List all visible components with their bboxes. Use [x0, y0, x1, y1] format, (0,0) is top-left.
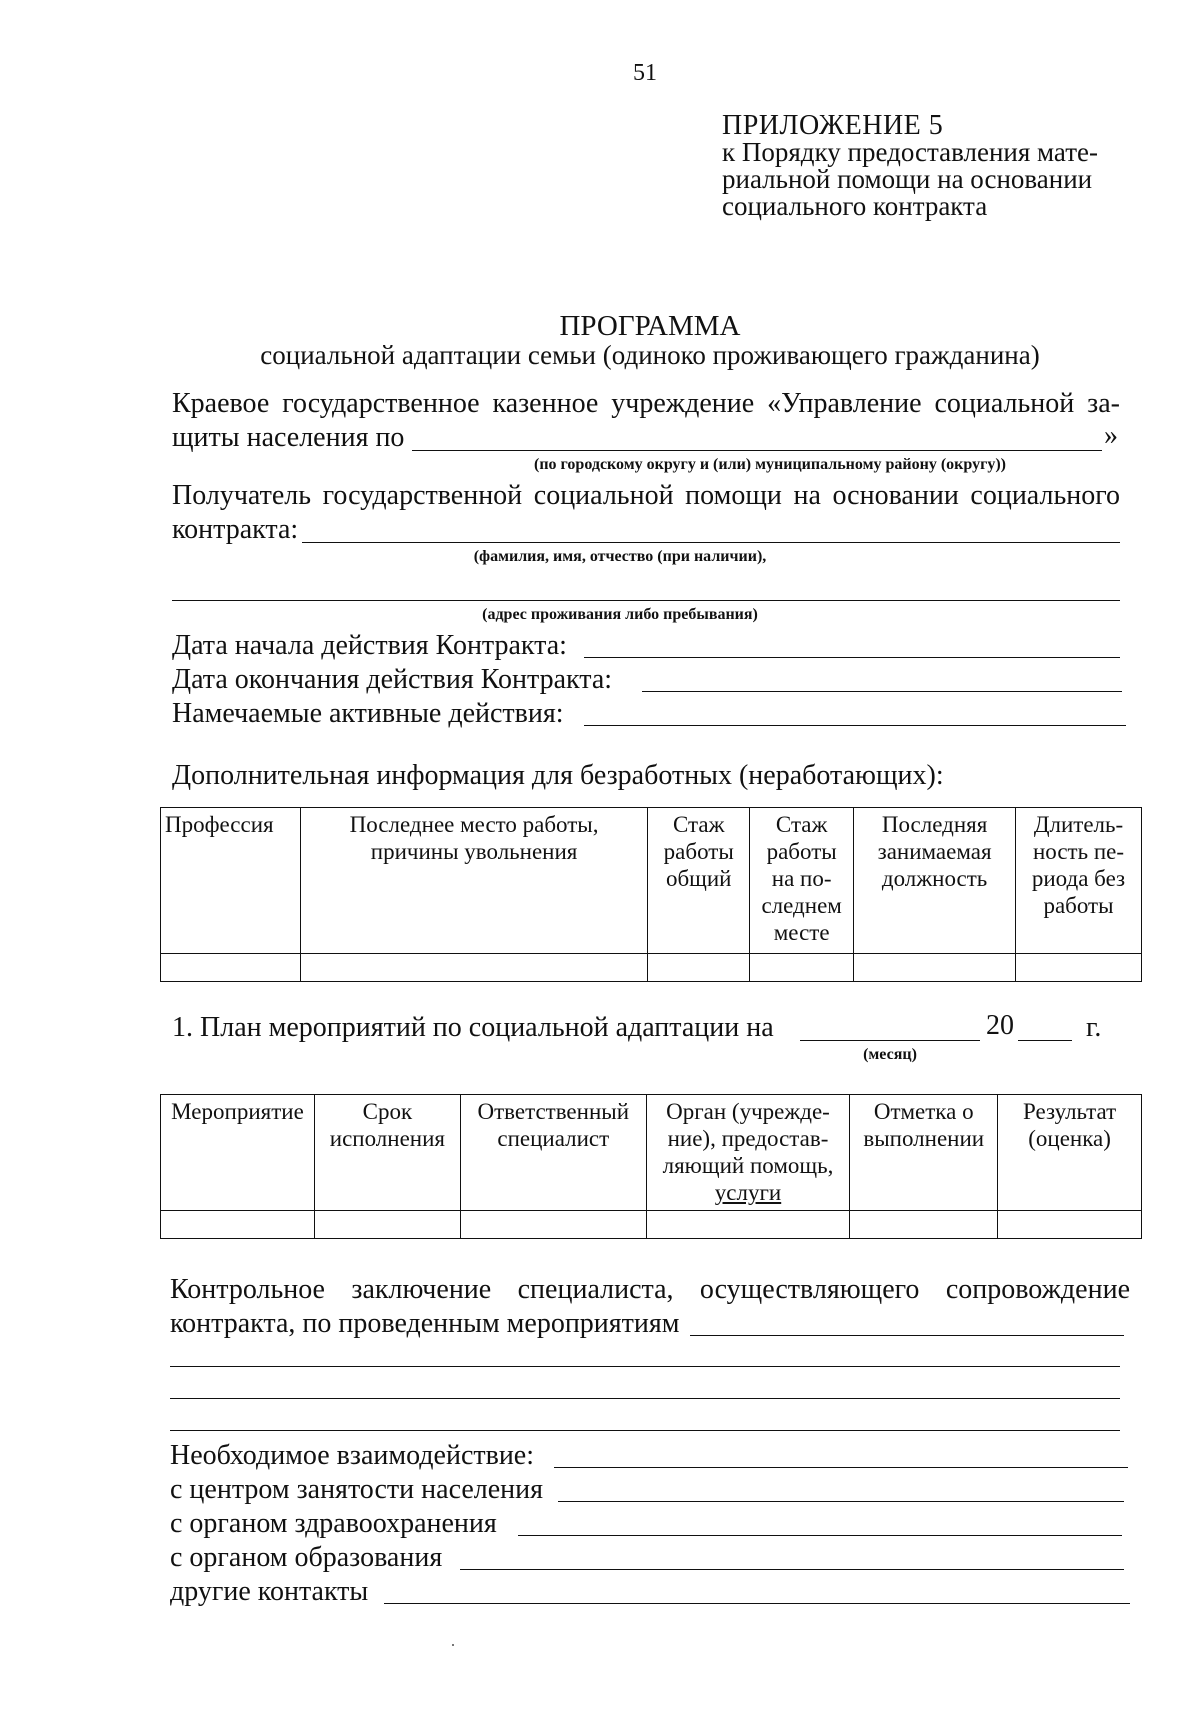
- table-header-row: [161, 808, 1142, 954]
- column-header-last-workplace: Последнее место работы, причины увольнения: [300, 808, 647, 954]
- institution-line2-label: щиты населения по: [172, 422, 405, 453]
- plan-table: [160, 1094, 1142, 1239]
- interaction-education-line[interactable]: [460, 1569, 1124, 1570]
- column-header-last-experience: Стаж работы на по- следнем месте: [750, 808, 854, 954]
- conclusion-input-line[interactable]: [170, 1366, 1120, 1367]
- table-cell[interactable]: [854, 954, 1016, 982]
- conclusion-input-line[interactable]: [170, 1430, 1120, 1431]
- institution-line2-suffix: »: [1104, 420, 1118, 451]
- appendix-line: к Порядку предоставления мате-: [722, 137, 1098, 167]
- interaction-health-line[interactable]: [518, 1535, 1122, 1536]
- table-cell[interactable]: [646, 1211, 850, 1239]
- conclusion-input-line[interactable]: [170, 1398, 1120, 1399]
- conclusion-line1: Контрольное заключение специалиста, осуществляющего сопровождение: [170, 1274, 1130, 1305]
- appendix-title: ПРИЛОЖЕНИЕ 5: [722, 110, 944, 141]
- column-header-total-experience: Стаж работы общий: [648, 808, 750, 954]
- column-header-last-position: Последняя занимаемая должность: [854, 808, 1016, 954]
- interaction-heading: Необходимое взаимодействие:: [170, 1440, 535, 1471]
- conclusion-input-line[interactable]: [690, 1335, 1124, 1336]
- start-date-line[interactable]: [584, 657, 1120, 658]
- program-title: ПРОГРАММА: [559, 310, 741, 342]
- interaction-education-label: с органом образования: [170, 1542, 443, 1573]
- table-cell[interactable]: [161, 1211, 315, 1239]
- column-header-responsible: Ответственный специалист: [460, 1095, 646, 1211]
- table-cell[interactable]: [850, 1211, 998, 1239]
- table-header-row: [161, 1095, 1142, 1211]
- interaction-other-line[interactable]: [384, 1603, 1130, 1604]
- appendix-line: риальной помощи на основании: [722, 164, 1093, 194]
- column-header-activity: Мероприятие: [161, 1095, 315, 1211]
- page-number: 51: [633, 60, 657, 86]
- table-cell[interactable]: [161, 954, 301, 982]
- table-cell[interactable]: [998, 1211, 1142, 1239]
- plan-month-line[interactable]: [800, 1040, 980, 1041]
- start-date-label: Дата начала действия Контракта:: [172, 630, 567, 661]
- recipient-name-line[interactable]: [302, 542, 1120, 543]
- table-cell[interactable]: [460, 1211, 646, 1239]
- recipient-line1: Получатель государственной социальной помощи на основании социального: [172, 480, 1120, 511]
- column-header-unemployment-duration: Длитель- ность пе- риода без работы: [1016, 808, 1142, 954]
- table-cell[interactable]: [750, 954, 854, 982]
- institution-line1: Краевое государственное казенное учреждение «Управление социальной за-: [172, 388, 1120, 419]
- conclusion-line2: контракта, по проведенным мероприятиям: [170, 1308, 680, 1339]
- actions-line[interactable]: [584, 725, 1126, 726]
- scan-speck: [452, 1644, 454, 1646]
- district-caption: (по городскому округу и (или) муниципальному району (округу)): [534, 456, 1006, 473]
- plan-year-suffix: г.: [1086, 1012, 1102, 1043]
- table-cell[interactable]: [1016, 954, 1142, 982]
- interaction-employment-line[interactable]: [558, 1501, 1124, 1502]
- recipient-name-caption: (фамилия, имя, отчество (при наличии),: [473, 548, 767, 565]
- column-header-provider: Орган (учрежде- ние), предостав- ляющий помощь, услуги: [646, 1095, 850, 1211]
- table-row: [161, 1211, 1142, 1239]
- recipient-label: контракта:: [172, 514, 299, 545]
- interaction-other-label: другие контакты: [170, 1576, 369, 1607]
- plan-year-line[interactable]: [1018, 1040, 1072, 1041]
- program-subtitle: социальной адаптации семьи (одиноко проживающего гражданина): [260, 340, 1040, 370]
- appendix-block: [722, 112, 1142, 220]
- table-cell[interactable]: [314, 1211, 460, 1239]
- month-caption: (месяц): [863, 1046, 917, 1063]
- unemployed-table: [160, 807, 1142, 982]
- plan-label: 1. План мероприятий по социальной адаптации на: [172, 1012, 774, 1043]
- end-date-line[interactable]: [642, 691, 1122, 692]
- recipient-address-caption: (адрес проживания либо пребывания): [482, 606, 758, 623]
- unemployed-heading: Дополнительная информация для безработных (неработающих):: [172, 760, 944, 791]
- plan-year-prefix: 20: [986, 1010, 1014, 1041]
- column-header-profession: Профессия: [161, 808, 301, 954]
- table-row: [161, 954, 1142, 982]
- end-date-label: Дата окончания действия Контракта:: [172, 664, 613, 695]
- appendix-line: социального контракта: [722, 191, 988, 221]
- table-cell[interactable]: [648, 954, 750, 982]
- interaction-employment-label: с центром занятости населения: [170, 1474, 544, 1505]
- recipient-address-line[interactable]: [172, 600, 1120, 601]
- interaction-health-label: с органом здравоохранения: [170, 1508, 497, 1539]
- district-input-line[interactable]: [412, 450, 1102, 451]
- actions-label: Намечаемые активные действия:: [172, 698, 564, 729]
- column-header-result: Результат (оценка): [998, 1095, 1142, 1211]
- column-header-completion: Отметка о выполнении: [850, 1095, 998, 1211]
- table-cell[interactable]: [300, 954, 647, 982]
- interaction-line[interactable]: [554, 1467, 1128, 1468]
- column-header-deadline: Срок исполнения: [314, 1095, 460, 1211]
